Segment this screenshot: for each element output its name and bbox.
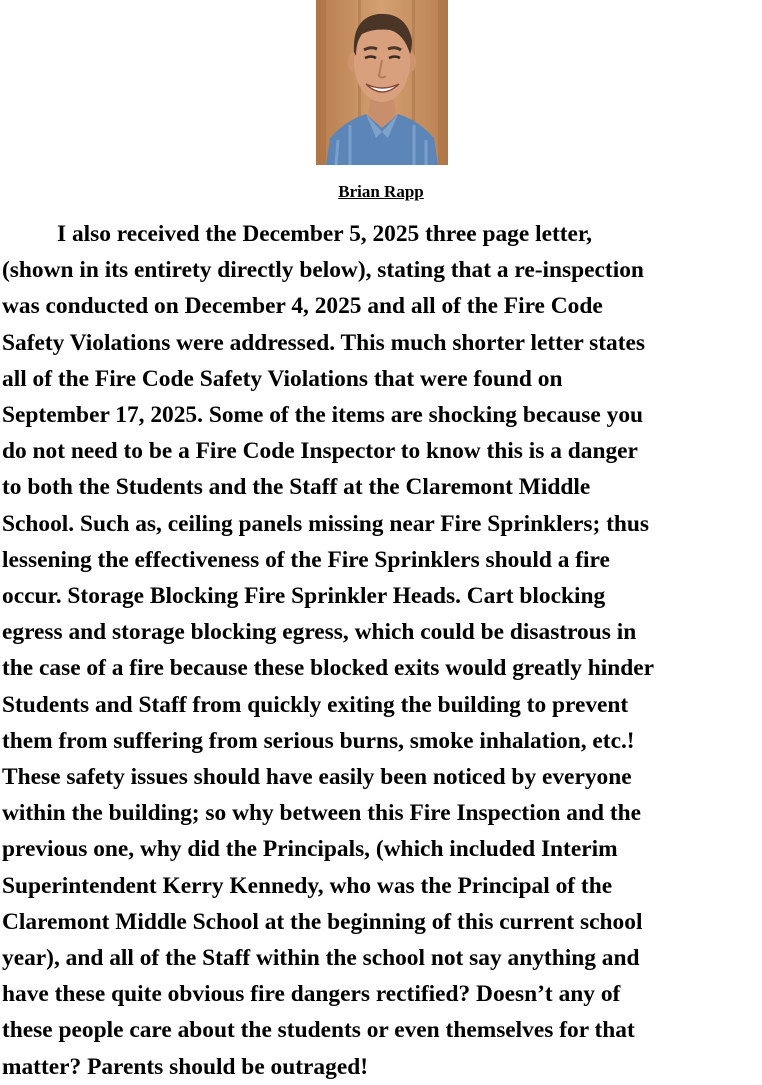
paragraph-line: September 17, 2025. Some of the items are shocking because you <box>2 402 644 429</box>
paragraph-line: previous one, why did the Principals, (which included Interim <box>2 836 618 863</box>
paragraph-line: Students and Staff from quickly exiting the building to prevent <box>2 691 629 718</box>
paragraph-line: all of the Fire Code Safety Violations that were found on <box>2 365 563 392</box>
portrait-photo <box>316 0 448 165</box>
paragraph-line: was conducted on December 4, 2025 and all of the Fire Code <box>2 293 603 320</box>
paragraph-line: School. Such as, ceiling panels missing near Fire Sprinklers; thus <box>2 510 650 537</box>
paragraph-line: matter? Parents should be outraged! <box>2 1053 368 1080</box>
paragraph-line: These safety issues should have easily been noticed by everyone <box>2 764 632 791</box>
paragraph-line: occur. Storage Blocking Fire Sprinkler Heads. Cart blocking <box>2 583 606 610</box>
paragraph-line: have these quite obvious fire dangers rectified? Doesn’t any of <box>2 981 621 1008</box>
paragraph-line: (shown in its entirety directly below), stating that a re-inspection <box>2 257 644 284</box>
portrait-image <box>316 0 448 165</box>
paragraph-line: I also received the December 5, 2025 three page letter, <box>57 221 593 247</box>
paragraph-line: egress and storage blocking egress, which could be disastrous in <box>2 619 637 646</box>
paragraph-line: year), and all of the Staff within the school not say anything and <box>2 945 640 972</box>
paragraph-line: lessening the effectiveness of the Fire Sprinklers should a fire <box>2 546 610 573</box>
paragraph-line: them from suffering from serious burns, smoke inhalation, etc.! <box>2 727 635 754</box>
paragraph-line: within the building; so why between this Fire Inspection and the <box>2 800 642 827</box>
photo-caption: Brian Rapp <box>338 182 424 201</box>
paragraph-line: Superintendent Kerry Kennedy, who was the Principal of the <box>2 872 613 899</box>
paragraph-line: Safety Violations were addressed. This much shorter letter states <box>2 329 645 356</box>
paragraph-line: do not need to be a Fire Code Inspector to know this is a danger <box>2 438 638 465</box>
paragraph-line: the case of a fire because these blocked exits would greatly hinder <box>2 655 655 682</box>
paragraph-line: these people care about the students or even themselves for that <box>2 1017 635 1044</box>
paragraph-line: to both the Students and the Staff at the Claremont Middle <box>2 474 591 501</box>
body-paragraph <box>2 216 762 1085</box>
paragraph-line: Claremont Middle School at the beginning of this current school <box>2 908 643 935</box>
